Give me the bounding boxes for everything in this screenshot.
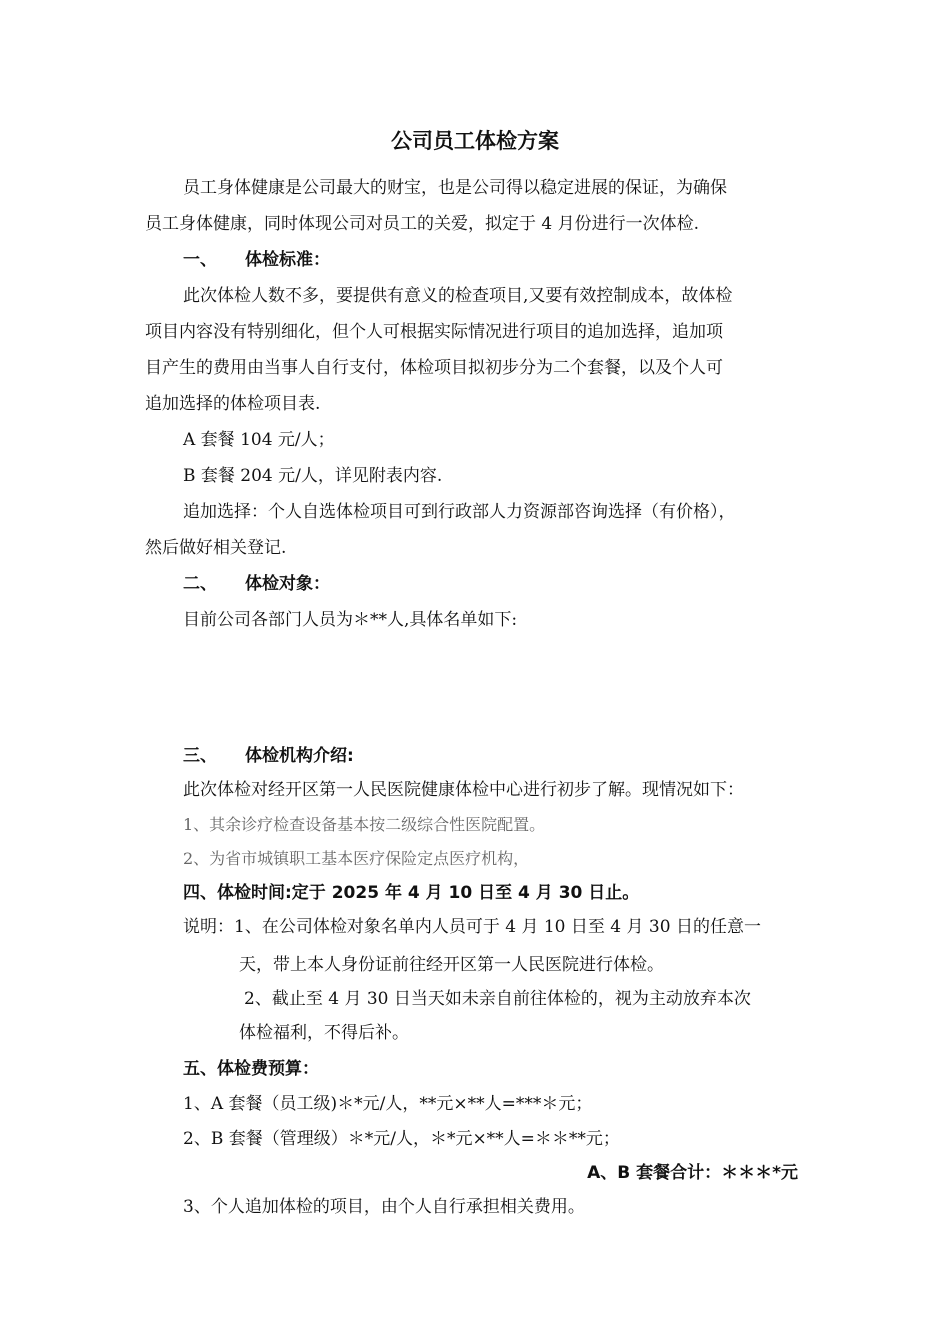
package-a-price: A 套餐 104 元/人； xyxy=(183,430,335,450)
section-4-note-2-line-1: 2、截止至 4 月 30 日当天如未亲自前往体检的，视为主动放弃本次 xyxy=(244,989,751,1009)
section-1-paragraph-line-4: 追加选择的体检项目表. xyxy=(145,394,321,414)
budget-item-2: 2、B 套餐（管理级）＊*元/人，＊*元×**人=＊＊**元； xyxy=(183,1129,620,1149)
section-1-paragraph-line-1: 此次体检人数不多，要提供有意义的检查项目,又要有效控制成本，故体检 xyxy=(183,286,733,306)
section-2-heading: 体检对象： xyxy=(245,574,330,594)
intro-line-2: 员工身体健康，同时体现公司对员工的关爱，拟定于 4 月份进行一次体检. xyxy=(145,214,700,234)
section-3-item-2: 2、为省市城镇职工基本医疗保险定点医疗机构， xyxy=(183,849,530,868)
section-4-heading: 四、体检时间:定于 2025 年 4 月 10 日至 4 月 30 日止。 xyxy=(183,883,640,903)
section-1-paragraph-line-2: 项目内容没有特别细化，但个人可根据实际情况进行项目的追加选择，追加项 xyxy=(145,322,723,342)
section-5-heading: 五、体检费预算： xyxy=(183,1059,319,1079)
extra-option-line-2: 然后做好相关登记. xyxy=(145,538,287,558)
section-1-paragraph-line-3: 目产生的费用由当事人自行支付，体检项目拟初步分为二个套餐，以及个人可 xyxy=(145,358,723,378)
section-4-note-2-line-2: 体检福利，不得后补。 xyxy=(239,1023,409,1043)
section-3-paragraph: 此次体检对经开区第一人民医院健康体检中心进行初步了解。现情况如下： xyxy=(183,780,744,800)
document-title: 公司员工体检方案 xyxy=(391,129,559,153)
budget-item-1: 1、A 套餐（员工级)＊*元/人，**元×**人=***＊元； xyxy=(183,1094,593,1114)
section-1-heading: 体检标准： xyxy=(245,250,330,270)
section-4-note-1-line-1: 说明：1、在公司体检对象名单内人员可于 4 月 10 日至 4 月 30 日的任意一 xyxy=(183,917,761,937)
section-3-heading: 体检机构介绍: xyxy=(245,746,354,766)
section-3-number: 三、 xyxy=(183,746,217,766)
package-b-price: B 套餐 204 元/人，详见附表内容. xyxy=(183,466,443,486)
extra-option-line-1: 追加选择：个人自选体检项目可到行政部人力资源部咨询选择（有价格）， xyxy=(183,502,736,522)
section-4-note-1-line-2: 天，带上本人身份证前往经开区第一人民医院进行体检。 xyxy=(239,955,664,975)
budget-total: A、B 套餐合计：＊＊＊*元 xyxy=(587,1163,798,1183)
budget-item-3: 3、个人追加体检的项目，由个人自行承担相关费用。 xyxy=(183,1197,585,1217)
section-1-number: 一、 xyxy=(183,250,217,270)
section-2-paragraph: 目前公司各部门人员为＊**人,具体名单如下: xyxy=(183,610,518,630)
section-2-number: 二、 xyxy=(183,574,217,594)
intro-line-1: 员工身体健康是公司最大的财宝，也是公司得以稳定进展的保证，为确保 xyxy=(183,178,727,198)
section-3-item-1: 1、其余诊疗检查设备基本按二级综合性医院配置。 xyxy=(183,815,546,834)
